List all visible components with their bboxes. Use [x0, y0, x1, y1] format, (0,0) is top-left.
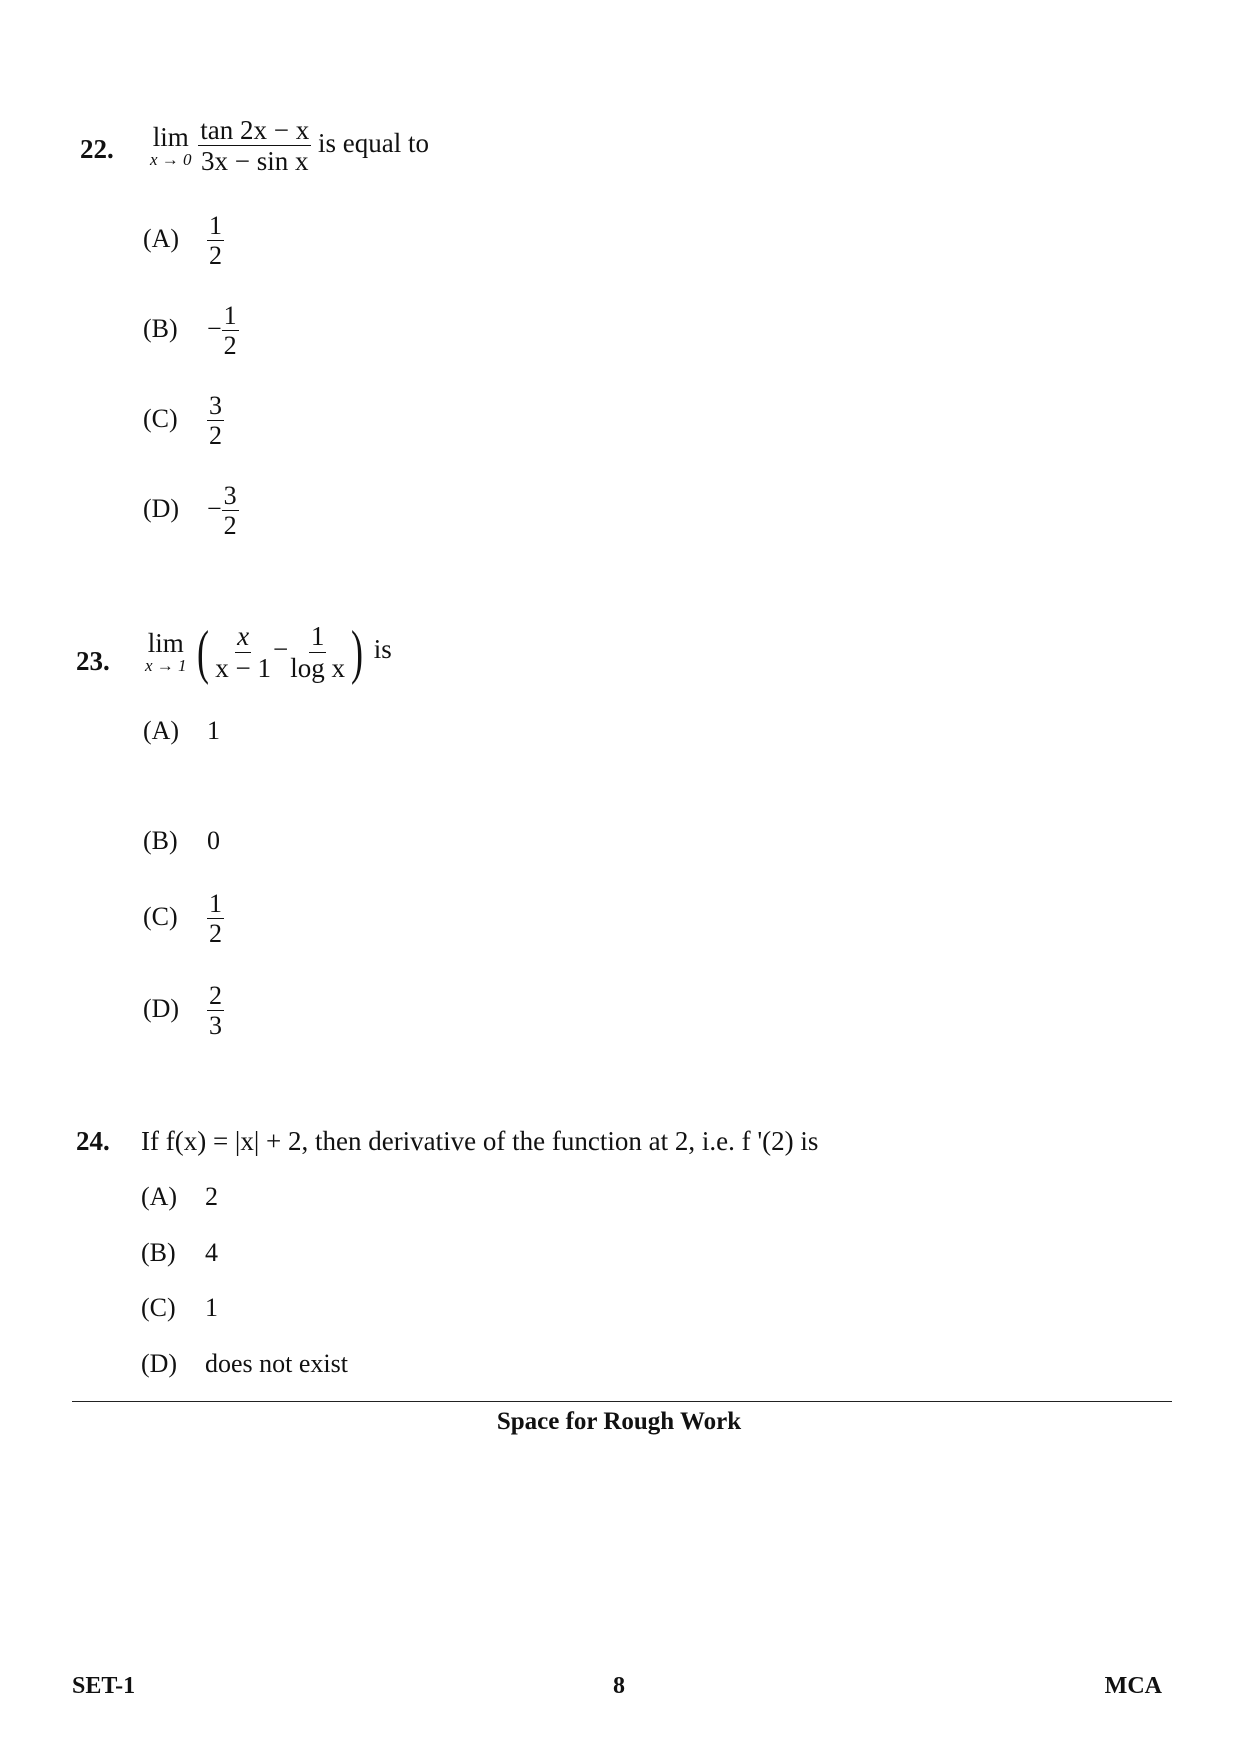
question-22-number: 22. [80, 134, 114, 164]
option-24-c: (C) 1 [141, 1293, 218, 1322]
limit-fraction: $\frac{\tan 2x - x}{\text{3x − sin x}}$ [200, 115, 310, 177]
question-24-number: 24. [76, 1126, 110, 1156]
option-22-d: (D) − $\frac{3}{2}$ [143, 481, 237, 541]
limit-operator: lim x → 1 [145, 628, 187, 675]
option-22-c: (C) $\frac{3}{2}$ [143, 391, 222, 451]
option-23-b: (B) 0 [143, 826, 220, 855]
question-24-stem: If f(x) = |x| + 2, then derivative of the function at 2, i.e. f '(2) is [141, 1126, 819, 1156]
option-23-c: (C) $\frac{1}{2}$ [143, 889, 222, 949]
limit-operator: lim x → 0 [150, 121, 192, 169]
footer-course-label: MCA [1104, 1673, 1162, 1699]
rough-work-divider [72, 1401, 1172, 1402]
option-23-a: (A) 1 [143, 716, 220, 745]
option-23-d: (D) $\frac{2}{3}$ [143, 981, 222, 1041]
option-24-d: (D) does not exist [141, 1349, 348, 1378]
fraction-1: $\frac{x}{x - 1}$ [215, 621, 272, 683]
option-22-b: (B) − $\frac{1}{2}$ [143, 301, 237, 361]
question-23-tail: is [373, 634, 392, 665]
option-22-a: (A) $\frac{1}{2}$ [143, 211, 222, 271]
option-24-a: (A) 2 [141, 1182, 218, 1211]
question-23-stem: lim x → 1 ( $\frac{x}{x - 1}$ − $\frac{1}{\text{log x}}$ ) is [145, 619, 392, 685]
question-23-number: 23. [76, 646, 110, 676]
option-24-b: (B) 4 [141, 1238, 218, 1267]
rough-work-heading: Space for Rough Work [496, 1408, 742, 1435]
question-22-stem [150, 116, 429, 176]
fraction-2: $\frac{1}{\text{log x}}$ [290, 621, 346, 683]
page-number: 8 [613, 1673, 625, 1699]
question-22-tail: is equal to [318, 128, 429, 159]
footer-set-label: SET-1 [72, 1673, 136, 1699]
